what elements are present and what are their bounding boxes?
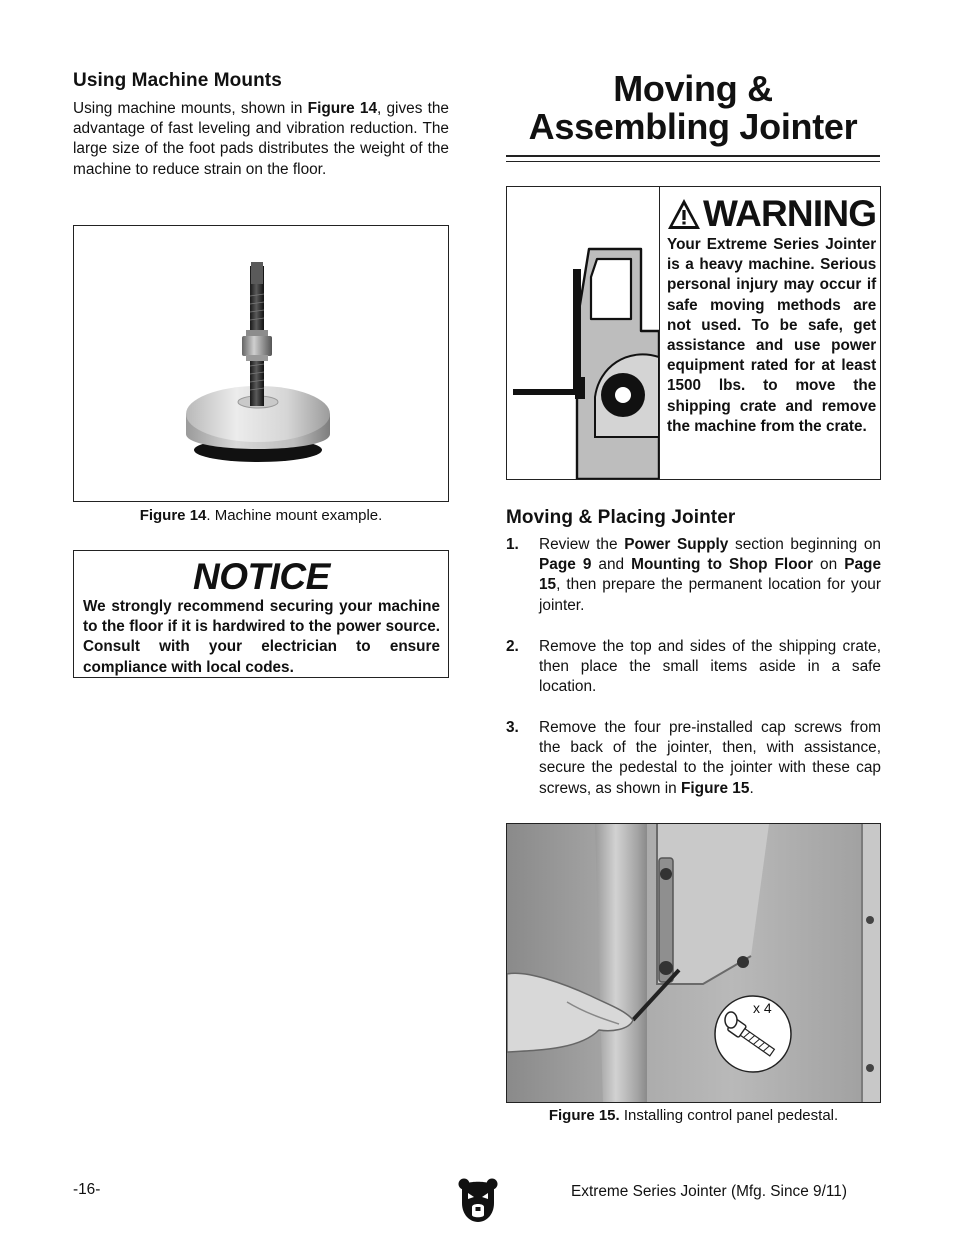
bear-logo-icon xyxy=(458,1177,498,1223)
document-title: Extreme Series Jointer (Mfg. Since 9/11) xyxy=(571,1183,847,1200)
screw-count-callout: x 4 xyxy=(753,1000,772,1016)
forklift-icon xyxy=(507,187,659,479)
title-rule-lower xyxy=(506,161,880,162)
step-3: 3. Remove the four pre-installed cap screws from the back of the jointer, then, with assistance, secure the pedestal to the jointer with these cap screws, as shown in Figure 15. xyxy=(506,719,881,797)
warning-triangle-icon xyxy=(667,197,701,231)
forklift-illustration xyxy=(507,187,660,479)
page-title: Moving & Assembling Jointer xyxy=(528,68,858,147)
page-number: -16- xyxy=(73,1181,101,1198)
mounts-paragraph: Using machine mounts, shown in Figure 14, gives the advantage of fast leveling and vibration reduction. The large size of the foot pads distributes the weight of the machine to reduce strain on the floor. xyxy=(73,100,449,178)
figure-14-caption: Figure 14. Machine mount example. xyxy=(139,507,383,524)
figure-15-caption: Figure 15. Installing control panel pedestal. xyxy=(548,1107,839,1124)
warning-text: Your Extreme Series Jointer is a heavy machine. Serious personal injury may occur if safe moving methods are not used. To be safe, get assistance and use power equipment rated for at least 1500 lbs. to move the shipping crate and remove the machine from the crate. xyxy=(667,236,877,435)
figure-14-image xyxy=(73,225,449,502)
figure-14-link: Figure 14 xyxy=(307,100,378,117)
pedestal-install-photo xyxy=(507,824,881,1103)
machine-mount-photo xyxy=(74,226,449,502)
notice-title: NOTICE xyxy=(193,556,330,597)
figure-15-image xyxy=(506,823,881,1103)
notice-box xyxy=(73,550,449,678)
step-1: 1. Review the Power Supply section beginning on Page 9 and Mounting to Shop Floor on Page 15, then prepare the permanent location for your jointer. xyxy=(506,536,882,614)
warning-title: WARNING xyxy=(703,193,877,234)
notice-text: We strongly recommend securing your machine to the floor if it is hardwired to the power source. Consult with your electrician to ensure compliance with local codes. xyxy=(83,598,440,676)
mounts-heading: Using Machine Mounts xyxy=(73,70,282,91)
step-2: 2. Remove the top and sides of the shipping crate, then place the small items aside in a safe location. xyxy=(506,638,881,696)
placing-heading: Moving & Placing Jointer xyxy=(506,507,736,528)
title-rule xyxy=(506,155,880,157)
warning-box xyxy=(506,186,881,480)
